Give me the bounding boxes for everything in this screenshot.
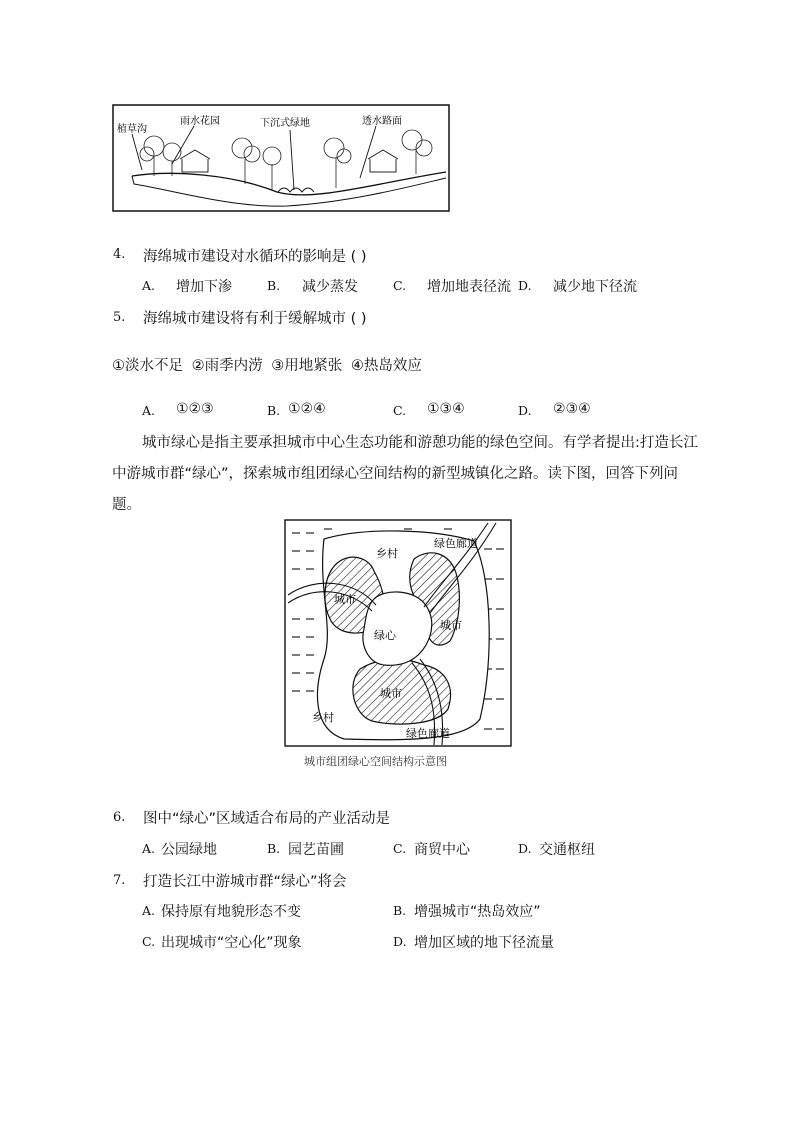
option-c-letter: C. [393,841,407,856]
option-d[interactable]: ②③④ [553,401,591,417]
option-b[interactable]: 增强城市“热岛效应” [414,904,541,920]
label-city-left: 城市 [334,593,356,606]
option-a[interactable]: 保持原有地貌形态不变 [161,904,301,920]
label-permeable-pavement: 透水路面 [362,116,402,127]
option-c-letter: C. [393,403,407,418]
option-b[interactable]: 园艺苗圃 [288,842,344,858]
option-a-letter: A. [142,841,156,856]
option-b-letter: B. [393,903,407,918]
sponge-city-diagram [112,104,450,212]
option-c[interactable]: 出现城市“空心化”现象 [161,935,302,951]
option-c-letter: C. [142,934,156,949]
option-d-letter: D. [393,934,407,949]
green-heart-map [284,519,514,773]
option-b[interactable]: ①②④ [288,401,326,417]
option-d[interactable]: 减少地下径流 [553,279,637,295]
figure-caption: 城市组团绿心空间结构示意图 [304,755,447,768]
option-d-letter: D. [518,278,532,293]
question-number: 6. [113,810,126,825]
label-corridor-bottom: 绿色廊道 [406,727,450,740]
option-a-letter: A. [142,403,156,418]
option-c[interactable]: 增加地表径流 [427,279,511,295]
option-c[interactable]: 商贸中心 [414,842,470,858]
label-village-top: 乡村 [376,547,398,560]
option-a-letter: A. [142,903,156,918]
option-a[interactable]: ①②③ [176,401,214,417]
option-a[interactable]: 公园绿地 [161,842,217,858]
option-c[interactable]: ①③④ [427,401,465,417]
option-a[interactable]: 增加下渗 [176,279,232,295]
passage-line-3: 题。 [112,497,141,513]
question-stem: 海绵城市建设将有利于缓解城市 ( ) [143,311,367,327]
option-b[interactable]: 减少蒸发 [302,279,358,295]
question-stem: 打造长江中游城市群“绿心”将会 [143,874,347,890]
label-green-heart: 绿心 [374,629,396,642]
option-d-letter: D. [518,841,532,856]
question-stem: 海绵城市建设对水循环的影响是 ( ) [143,249,367,265]
question-stem: 图中“绿心”区域适合布局的产业活动是 [143,811,391,827]
label-sunken-green: 下沉式绿地 [260,118,310,129]
label-grass-swale: 植草沟 [117,124,147,135]
option-d[interactable]: 增加区域的地下径流量 [414,935,554,951]
option-b-letter: B. [267,841,281,856]
label-city-right: 城市 [440,619,462,632]
option-b-letter: B. [267,403,281,418]
label-rain-garden: 雨水花园 [180,116,220,127]
option-d[interactable]: 交通枢纽 [539,842,595,858]
question-number: 4. [113,247,126,262]
option-c-letter: C. [393,278,407,293]
question-number: 7. [113,873,126,888]
label-corridor-top: 绿色廊道 [434,537,478,550]
label-city-bottom: 城市 [380,687,402,700]
answer-items: ①淡水不足 ②雨季内涝 ③用地紧张 ④热岛效应 [112,358,422,374]
option-d-letter: D. [518,403,532,418]
question-number: 5. [113,310,126,325]
passage-line-1: 城市绿心是指主要承担城市中心生态功能和游憩功能的绿色空间。有学者提出:打造长江 [142,435,698,451]
label-village-bottom: 乡村 [312,711,334,724]
passage-line-2: 中游城市群“绿心”，探索城市组团绿心空间结构的新型城镇化之路。读下图，回答下列问 [112,466,679,482]
option-b-letter: B. [267,278,281,293]
option-a-letter: A. [142,278,156,293]
